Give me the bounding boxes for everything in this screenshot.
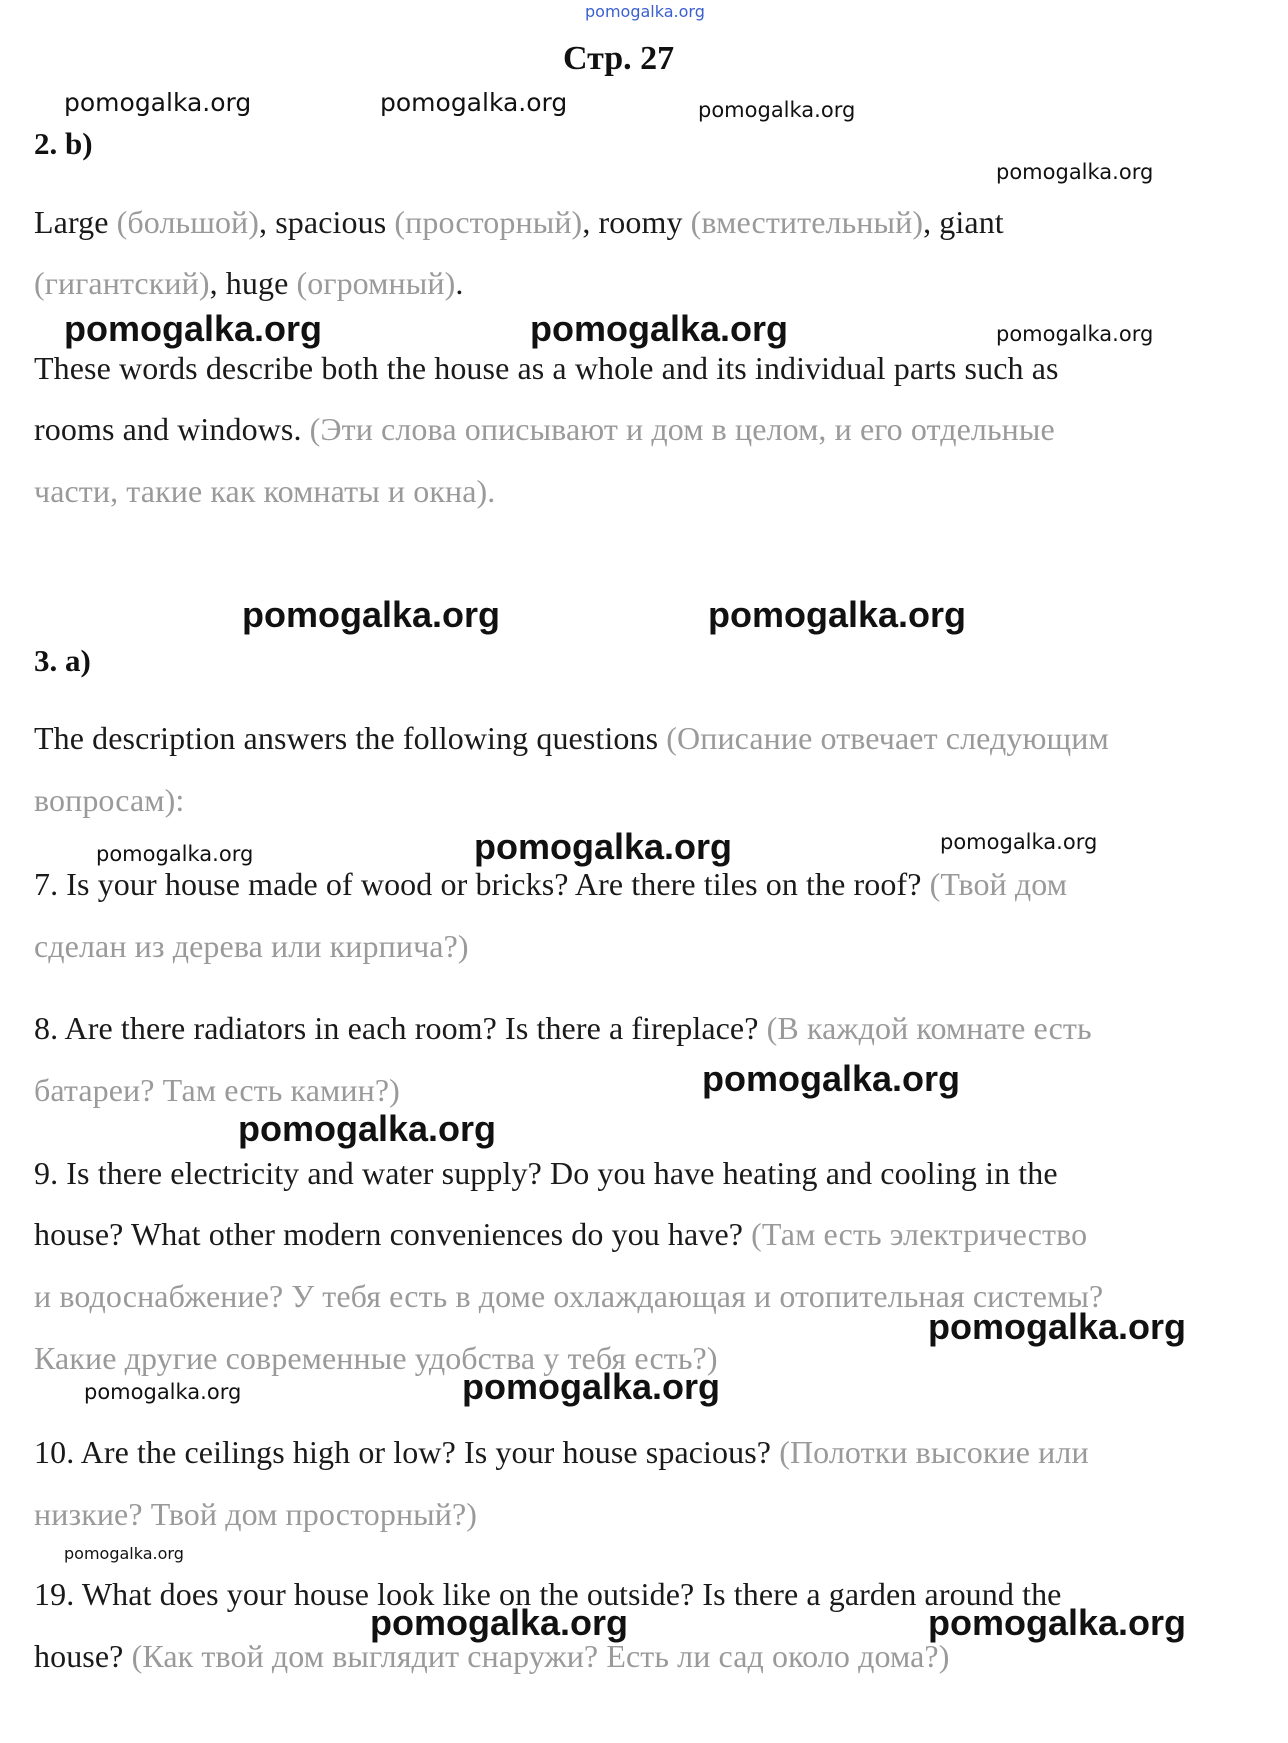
watermark: pomogalka.org	[698, 98, 856, 122]
watermark: pomogalka.org	[702, 1058, 961, 1099]
watermark: pomogalka.org	[64, 308, 323, 349]
watermark: pomogalka.org	[996, 322, 1154, 346]
watermark: pomogalka.org	[84, 1380, 242, 1404]
watermark: pomogalka.org	[242, 594, 501, 635]
ex2-line-3: These words describe both the house as a whole and its individual parts such as	[34, 350, 1059, 386]
ex3-line-1: The description answers the following questions (Описание отвечает следующим	[34, 720, 1109, 756]
watermark: pomogalka.org	[474, 826, 733, 867]
watermark: pomogalka.org	[530, 308, 789, 349]
exercise-2-label: 2. b)	[34, 126, 93, 161]
ex2-line-4: rooms and windows. (Эти слова описывают и дом в целом, и его отдельные	[34, 411, 1055, 447]
watermark: pomogalka.org	[380, 88, 568, 117]
question-9-line-1: 9. Is there electricity and water supply? Do you have heating and cooling in the	[34, 1155, 1058, 1191]
watermark: pomogalka.org	[96, 842, 254, 866]
question-7-line-2: сделан из дерева или кирпича?)	[34, 928, 469, 964]
exercise-3-label: 3. a)	[34, 643, 91, 678]
watermark: pomogalka.org	[940, 830, 1098, 854]
page-title: Стр. 27	[563, 40, 675, 77]
ex3-line-2: вопросам):	[34, 782, 185, 818]
question-9-line-4: Какие другие современные удобства у тебя есть?)	[34, 1340, 718, 1376]
question-10-line-1: 10. Are the ceilings high or low? Is your house spacious? (Полотки высокие или	[34, 1434, 1089, 1470]
watermark: pomogalka.org	[928, 1602, 1187, 1643]
question-8-line-1: 8. Are there radiators in each room? Is there a fireplace? (В каждой комнате есть	[34, 1010, 1092, 1046]
ex2-line-1: Large (большой), spacious (просторный), roomy (вместительный), giant	[34, 204, 1004, 240]
watermark: pomogalka.org	[370, 1602, 629, 1643]
question-9-line-2: house? What other modern conveniences do you have? (Там есть электричество	[34, 1216, 1088, 1252]
question-19-line-1: 19. What does your house look like on the outside? Is there a garden around the	[34, 1576, 1062, 1612]
question-10-line-2: низкие? Твой дом просторный?)	[34, 1496, 478, 1532]
ex2-line-2: (гигантский), huge (огромный).	[34, 265, 464, 301]
watermark: pomogalka.org	[928, 1306, 1187, 1347]
question-8-line-2: батареи? Там есть камин?)	[34, 1072, 400, 1108]
ex2-line-5: части, такие как комнаты и окна).	[34, 473, 496, 509]
watermark-top[interactable]: pomogalka.org	[585, 2, 705, 21]
watermark: pomogalka.org	[996, 160, 1154, 184]
question-9-line-3: и водоснабжение? У тебя есть в доме охлаждающая и отопительная системы?	[34, 1278, 1104, 1314]
question-7-line-1: 7. Is your house made of wood or bricks? Are there tiles on the roof? (Твой дом	[34, 866, 1068, 902]
watermark: pomogalka.org	[462, 1366, 721, 1407]
watermark: pomogalka.org	[238, 1108, 497, 1149]
watermark: pomogalka.org	[64, 88, 252, 117]
watermark: pomogalka.org	[708, 594, 967, 635]
watermark: pomogalka.org	[64, 1544, 184, 1563]
question-19-line-2: house? (Как твой дом выглядит снаружи? Есть ли сад около дома?)	[34, 1638, 950, 1674]
